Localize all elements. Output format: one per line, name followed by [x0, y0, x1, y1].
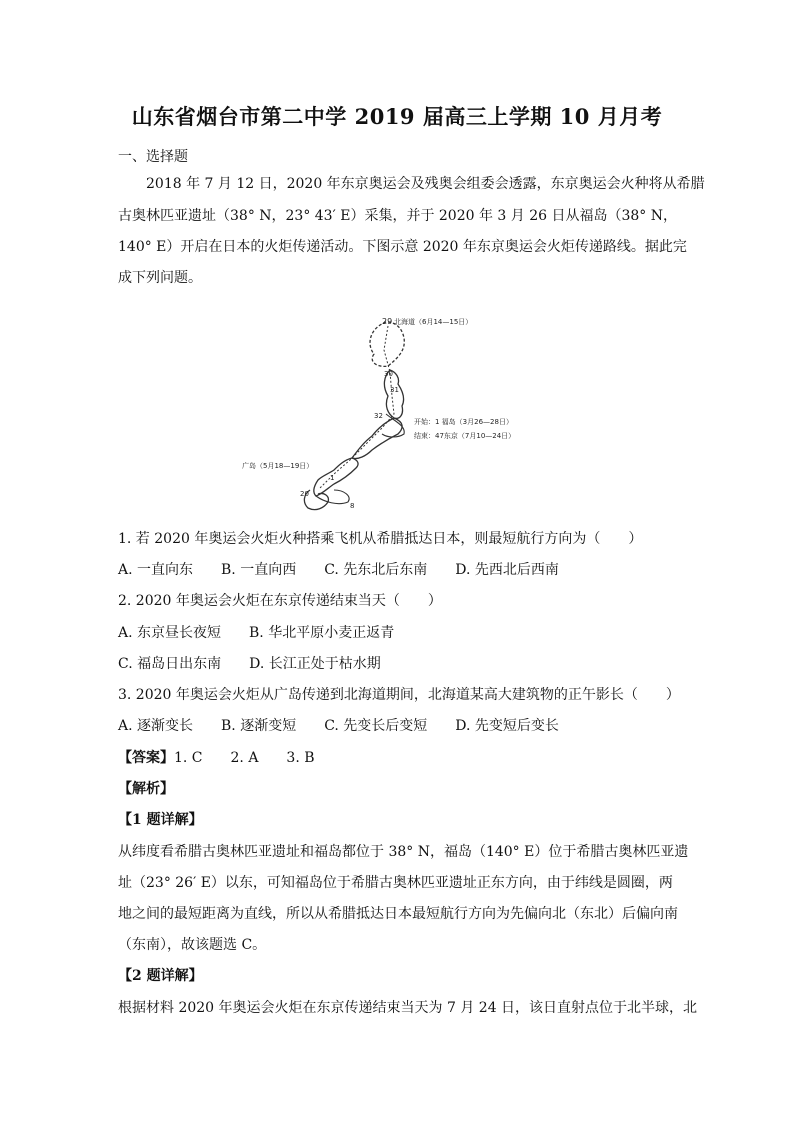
- route-south-loop: [316, 490, 349, 504]
- detail-1-line-4: （东南），故该题选 C。: [118, 937, 267, 953]
- intro-line-1: 2018 年 7 月 12 日，2020 年东京奥运会及残奥会组委会透露，东京奥运会火种将从希腊: [146, 176, 705, 192]
- route-number-31: 31: [390, 386, 399, 394]
- route-number-20: 20: [300, 490, 309, 498]
- route-number-29: 29: [382, 317, 393, 326]
- question-2-options-cd: C. 福岛日出东南 D. 长江正处于枯水期: [118, 656, 381, 672]
- detail-1-line-2: 址（23° 26′ E）以东，可知福岛位于希腊古奥林匹亚遗址正东方向，由于纬线是圆圈，两: [118, 875, 673, 891]
- intro-line-4: 成下列问题。: [118, 270, 202, 286]
- question-3: 3. 2020 年奥运会火炬从广岛传递到北海道期间，北海道某高大建筑物的正午影长（ ）: [118, 687, 680, 703]
- start-label: 开始：1 福岛（3月26—28日）: [414, 418, 513, 426]
- intro-line-3: 140° E）开启在日本的火炬传递活动。下图示意 2020 年东京奥运会火炬传递路线。据此完: [118, 239, 687, 255]
- detail-1-line-1: 从纬度看希腊古奥林匹亚遗址和福岛都位于 38° N，福岛（140° E）位于希腊古奥林匹亚遗: [118, 844, 689, 860]
- answer-text: 1. C 2. A 3. B: [174, 750, 315, 766]
- route-number-30: 30: [384, 370, 393, 378]
- hokkaido-label: 北海道（6月14—15日）: [394, 318, 473, 326]
- detail-1-line-3: 地之间的最短距离为直线，所以从希腊抵达日本最短航行方向为先偏向北（东北）后偏向南: [118, 906, 678, 922]
- end-label: 结束：47东京（7月10—24日）: [414, 432, 516, 440]
- detail-2-heading: 【2 题详解】: [118, 968, 203, 984]
- intro-line-2: 古奥林匹亚遗址（38° N，23° 43′ E）采集，并于 2020 年 3 月 26 日从福岛（38° N，: [118, 208, 678, 224]
- detail-2-line-1: 根据材料 2020 年奥运会火炬在东京传递结束当天为 7 月 24 日，该日直射点位于北半球，北: [118, 1000, 698, 1016]
- route-number-1: 1: [330, 474, 335, 482]
- route-line: [320, 326, 394, 488]
- honshu-central-outline: [352, 418, 402, 459]
- question-2-options-ab: A. 东京昼长夜短 B. 华北平原小麦正返青: [118, 625, 395, 641]
- page-title: 山东省烟台市第二中学 2019 届高三上学期 10 月月考: [131, 104, 663, 129]
- analysis-heading: 【解析】: [118, 781, 174, 797]
- answer-line: [118, 747, 315, 769]
- detail-1-heading: 【1 题详解】: [118, 812, 203, 828]
- question-2: 2. 2020 年奥运会火炬在东京传递结束当天（ ）: [118, 593, 442, 609]
- hokkaido-outline: [370, 322, 404, 366]
- section-heading: 一、选择题: [118, 149, 188, 165]
- hiroshima-label: 广岛（5月18—19日）: [242, 462, 314, 470]
- question-1: 1. 若 2020 年奥运会火炬火种搭乘飞机从希腊抵达日本，则最短航行方向为（ ）: [118, 531, 643, 547]
- answer-label: 【答案】: [118, 750, 174, 766]
- question-1-options: A. 一直向东 B. 一直向西 C. 先东北后东南 D. 先西北后西南: [118, 562, 559, 578]
- torch-route-map: [238, 310, 568, 520]
- route-number-8: 8: [350, 502, 355, 510]
- route-number-32: 32: [374, 412, 383, 420]
- question-3-options: A. 逐渐变长 B. 逐渐变短 C. 先变长后变短 D. 先变短后变长: [118, 718, 559, 734]
